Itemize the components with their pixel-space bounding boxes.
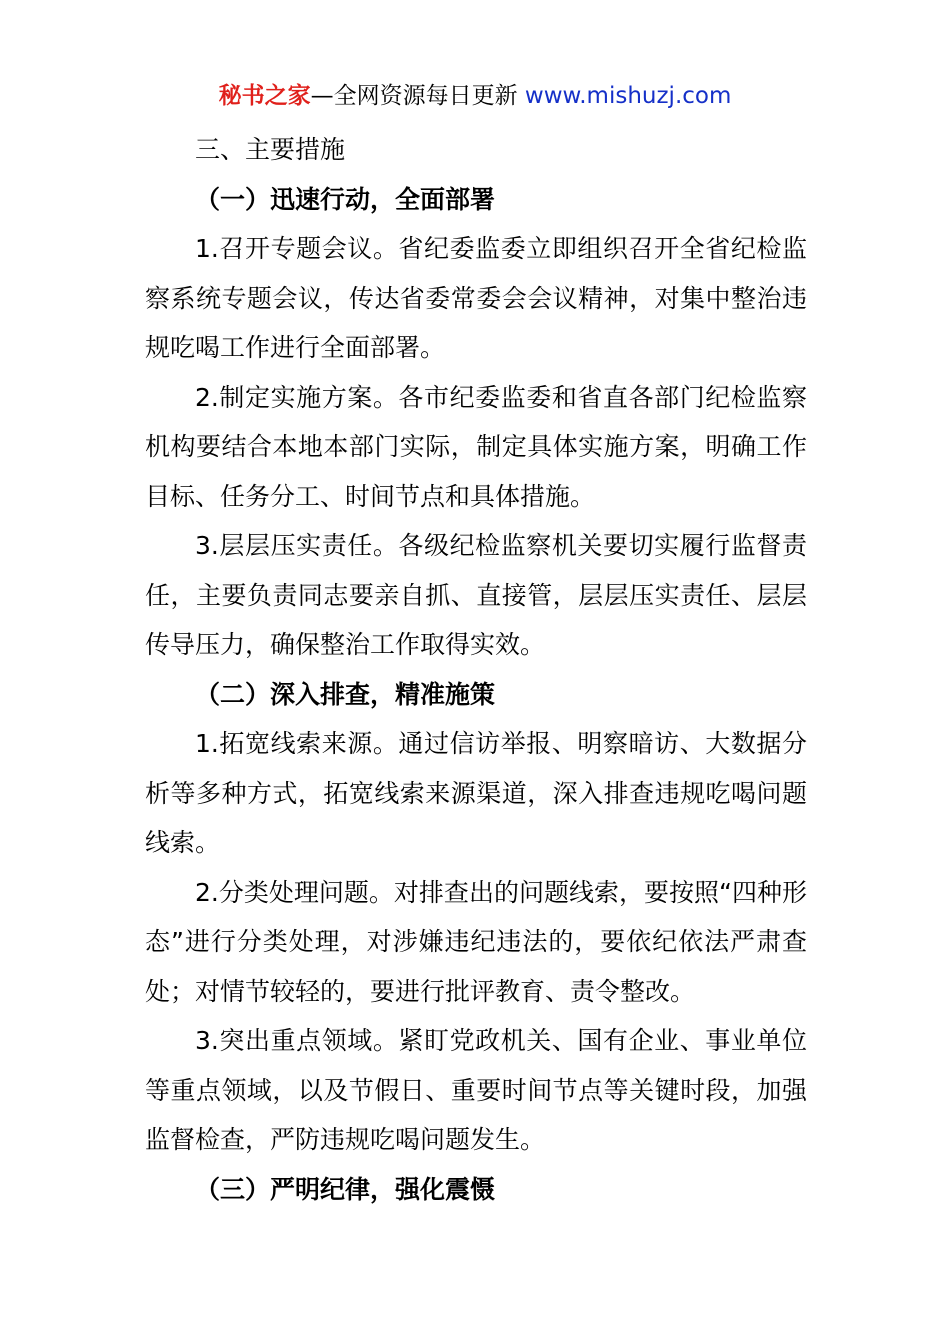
subsection-heading: （二）深入排查，精准施策 bbox=[195, 679, 496, 709]
subsection-heading: （一）迅速行动，全面部署 bbox=[195, 184, 496, 214]
section-heading: 三、主要措施 bbox=[195, 135, 346, 164]
paragraph: 3.突出重点领域。紧盯党政机关、国有企业、事业单位等重点领域，以及节假日、重要时间节点等关键时段，加强监督检查，严防违规吃喝问题发生。 bbox=[145, 1026, 807, 1154]
subsection-heading: （三）严明纪律，强化震慑 bbox=[195, 1174, 496, 1204]
paragraph: 2.制定实施方案。各市纪委监委和省直各部门纪检监察机构要结合本地本部门实际，制定具体实施方案，明确工作目标、任务分工、时间节点和具体措施。 bbox=[145, 382, 807, 511]
header-brand: 秘书之家 bbox=[218, 83, 311, 109]
header-url-link[interactable]: www.mishuzj.com bbox=[524, 83, 732, 109]
site-header bbox=[0, 78, 950, 114]
paragraph: 2.分类处理问题。对排查出的问题线索，要按照“四种形态”进行分类处理，对涉嫌违纪违法的，要依纪依法严肃查处；对情节较轻的，要进行批评教育、责令整改。 bbox=[145, 877, 807, 1006]
paragraph: 1.召开专题会议。省纪委监委立即组织召开全省纪检监察系统专题会议，传达省委常委会会议精神，对集中整治违规吃喝工作进行全面部署。 bbox=[145, 234, 807, 362]
header-slogan: —全网资源每日更新 bbox=[310, 83, 525, 109]
document-body bbox=[145, 125, 807, 1214]
paragraph: 1.拓宽线索来源。通过信访举报、明察暗访、大数据分析等多种方式，拓宽线索来源渠道，深入排查违规吃喝问题线索。 bbox=[145, 729, 807, 857]
paragraph: 3.层层压实责任。各级纪检监察机关要切实履行监督责任，主要负责同志要亲自抓、直接管，层层压实责任、层层传导压力，确保整治工作取得实效。 bbox=[145, 531, 807, 659]
